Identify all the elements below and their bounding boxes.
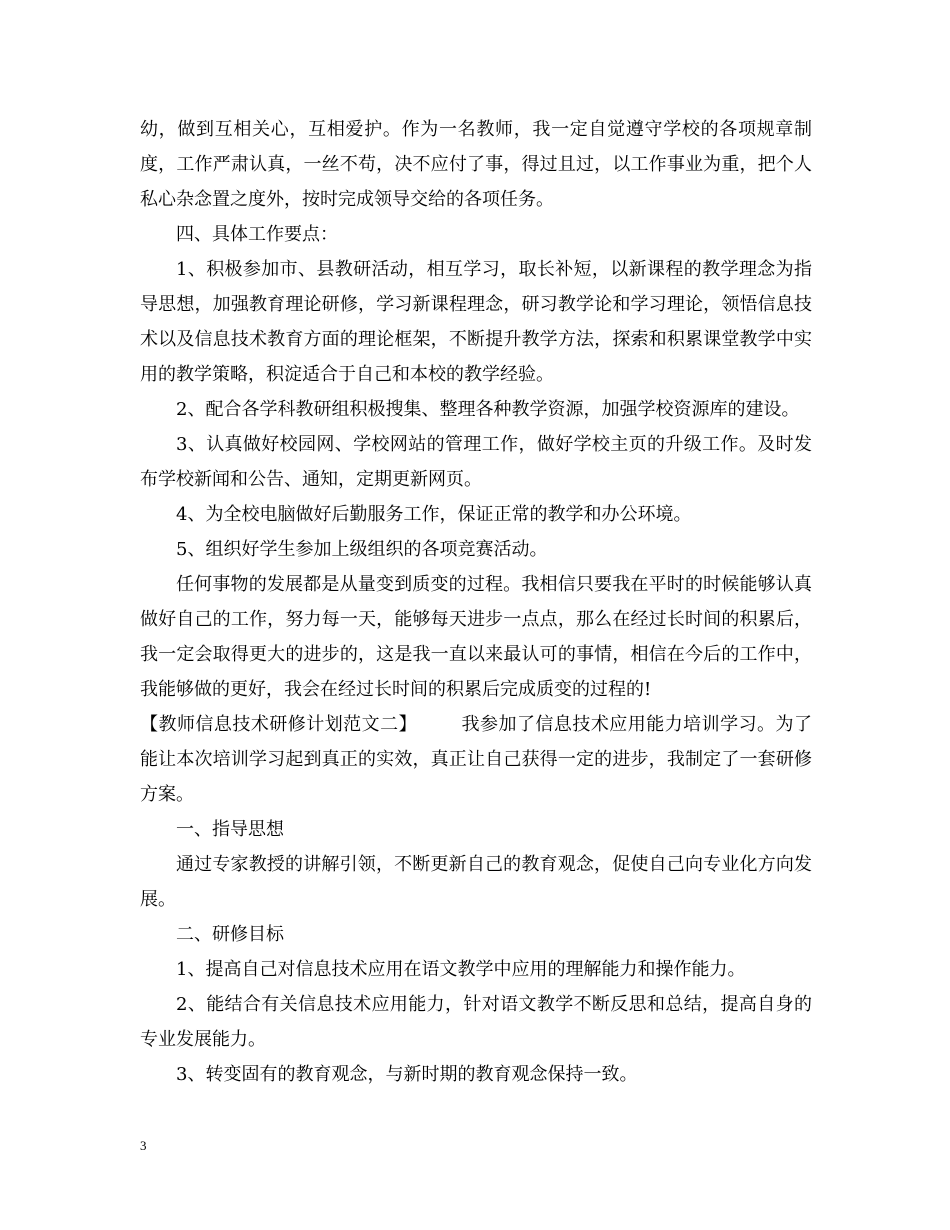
paragraph-goal-1: 1、提高自己对信息技术应用在语文教学中应用的理解能力和操作能力。 <box>176 959 746 980</box>
sample-two-heading: 【教师信息技术研修计划范文二】 <box>140 714 418 735</box>
sample-two-intro: 我参加了信息技术应用能力培训学习。为了能让本次培训学习起到真正的实效，真正让自己获得一定的进步，我制定了一套研修方案。 <box>140 714 813 805</box>
paragraph-point-3: 3、认真做好校园网、学校网站的管理工作，做好学校主页的升级工作。及时发布学校新闻和公告、通知，定期更新网页。 <box>140 434 812 490</box>
paragraph-point-1: 1、积极参加市、县教研活动，相互学习，取长补短，以新课程的教学理念为指导思想，加强教育理论研修，学习新课程理念，研习教学论和学习理论，领悟信息技术以及信息技术教育方面的理论框架，不断提升教学方法，探索和积累课堂教学中实用的教学策略，积淀适合于自己和本校的教学经验。 <box>140 259 812 385</box>
page-number: 3 <box>140 1138 147 1153</box>
document-body <box>140 112 812 1092</box>
paragraph-goal-3: 3、转变固有的教育观念，与新时期的教育观念保持一致。 <box>176 1064 638 1085</box>
section-heading-goals: 二、研修目标 <box>176 924 284 945</box>
paragraph-point-2: 2、配合各学科教研组积极搜集、整理各种教学资源，加强学校资源库的建设。 <box>176 399 800 420</box>
section-heading-work-points: 四、具体工作要点： <box>176 224 338 245</box>
paragraph-point-5: 5、组织好学生参加上级组织的各项竞赛活动。 <box>176 539 548 560</box>
paragraph-sample-two <box>140 707 812 812</box>
paragraph-point-4: 4、为全校电脑做好后勤服务工作，保证正常的教学和办公环境。 <box>176 504 692 525</box>
paragraph-continuation: 幼，做到互相关心，互相爱护。作为一名教师，我一定自觉遵守学校的各项规章制度，工作严肃认真，一丝不苟，决不应付了事，得过且过，以工作事业为重，把个人私心杂念置之度外，按时完成领导交给的各项任务。 <box>140 119 812 210</box>
paragraph-guiding-thought: 通过专家教授的讲解引领，不断更新自己的教育观念，促使自己向专业化方向发展。 <box>140 854 812 910</box>
paragraph-conclusion: 任何事物的发展都是从量变到质变的过程。我相信只要我在平时的时候能够认真做好自己的工作，努力每一天，能够每天进步一点点，那么在经过长时间的积累后，我一定会取得更大的进步的，这是我一直以来最认可的事情，相信在今后的工作中，我能够做的更好，我会在经过长时间的积累后完成质变的过程的! <box>140 574 812 700</box>
paragraph-goal-2: 2、能结合有关信息技术应用能力，针对语文教学不断反思和总结，提高自身的专业发展能力。 <box>140 994 812 1050</box>
section-heading-guiding-thought: 一、指导思想 <box>176 819 284 840</box>
